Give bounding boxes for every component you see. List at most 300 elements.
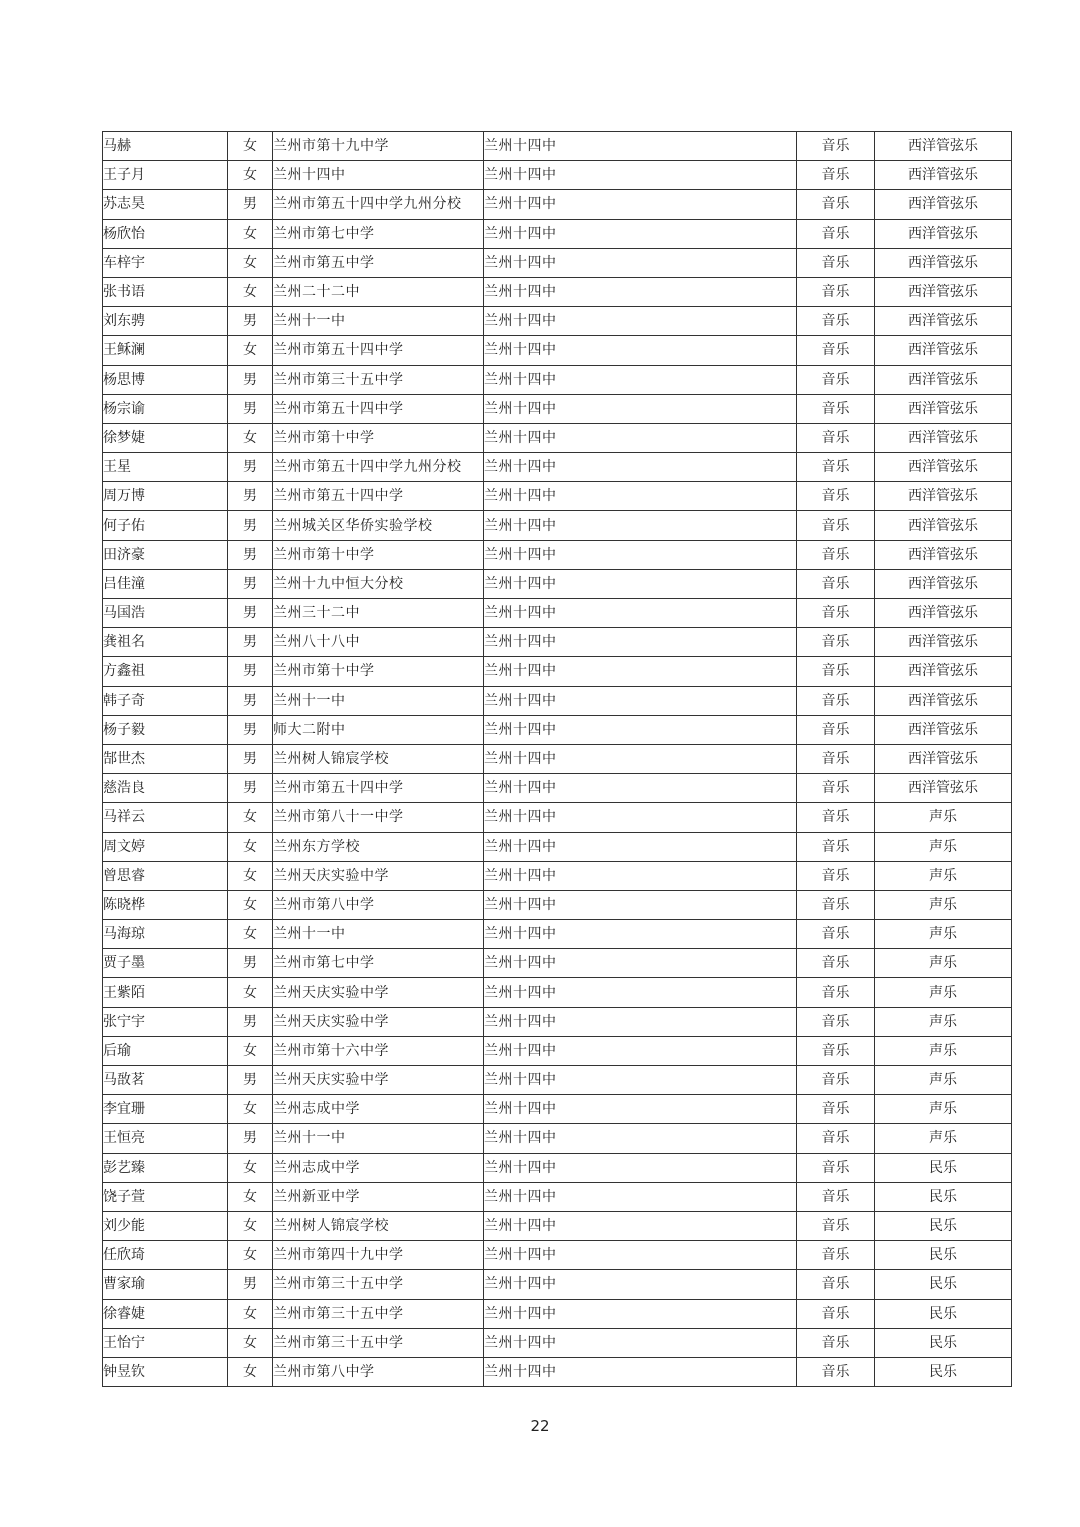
subject-cell: 音乐	[797, 890, 875, 919]
admitted-school-cell: 兰州十四中	[484, 978, 797, 1007]
student-name-cell: 龚祖名	[103, 628, 228, 657]
gender-cell: 男	[228, 394, 273, 423]
major-cell: 西洋管弦乐	[875, 248, 1012, 277]
subject-cell: 音乐	[797, 569, 875, 598]
major-cell: 西洋管弦乐	[875, 307, 1012, 336]
subject-cell: 音乐	[797, 277, 875, 306]
major-cell: 西洋管弦乐	[875, 365, 1012, 394]
major-cell: 西洋管弦乐	[875, 628, 1012, 657]
student-table	[102, 131, 1012, 1387]
origin-school-cell: 兰州市第十中学	[273, 657, 484, 686]
student-name-cell: 马海琼	[103, 920, 228, 949]
table-row	[103, 1299, 1012, 1328]
student-name-cell: 车梓宇	[103, 248, 228, 277]
major-cell: 西洋管弦乐	[875, 219, 1012, 248]
gender-cell: 女	[228, 1211, 273, 1240]
major-cell: 西洋管弦乐	[875, 511, 1012, 540]
major-cell: 西洋管弦乐	[875, 161, 1012, 190]
origin-school-cell: 兰州树人锦宸学校	[273, 1211, 484, 1240]
table-row	[103, 307, 1012, 336]
admitted-school-cell: 兰州十四中	[484, 832, 797, 861]
origin-school-cell: 兰州市第三十五中学	[273, 365, 484, 394]
admitted-school-cell: 兰州十四中	[484, 744, 797, 773]
major-cell: 西洋管弦乐	[875, 132, 1012, 161]
table-row	[103, 803, 1012, 832]
origin-school-cell: 兰州十一中	[273, 920, 484, 949]
subject-cell: 音乐	[797, 1036, 875, 1065]
gender-cell: 女	[228, 423, 273, 452]
subject-cell: 音乐	[797, 715, 875, 744]
student-name-cell: 王紫陌	[103, 978, 228, 1007]
origin-school-cell: 兰州树人锦宸学校	[273, 744, 484, 773]
table-row	[103, 248, 1012, 277]
origin-school-cell: 兰州市第十九中学	[273, 132, 484, 161]
student-name-cell: 马赫	[103, 132, 228, 161]
origin-school-cell: 兰州二十二中	[273, 277, 484, 306]
gender-cell: 男	[228, 190, 273, 219]
origin-school-cell: 兰州市第五十四中学	[273, 394, 484, 423]
table-row	[103, 715, 1012, 744]
major-cell: 声乐	[875, 890, 1012, 919]
major-cell: 声乐	[875, 1066, 1012, 1095]
gender-cell: 女	[228, 336, 273, 365]
student-name-cell: 杨宗谕	[103, 394, 228, 423]
table-row	[103, 861, 1012, 890]
table-row	[103, 774, 1012, 803]
student-name-cell: 苏志昊	[103, 190, 228, 219]
table-row	[103, 1036, 1012, 1065]
admitted-school-cell: 兰州十四中	[484, 1299, 797, 1328]
major-cell: 民乐	[875, 1211, 1012, 1240]
student-name-cell: 徐睿婕	[103, 1299, 228, 1328]
major-cell: 西洋管弦乐	[875, 599, 1012, 628]
admitted-school-cell: 兰州十四中	[484, 161, 797, 190]
table-row	[103, 132, 1012, 161]
origin-school-cell: 兰州市第五十四中学	[273, 774, 484, 803]
gender-cell: 女	[228, 161, 273, 190]
major-cell: 声乐	[875, 978, 1012, 1007]
admitted-school-cell: 兰州十四中	[484, 599, 797, 628]
gender-cell: 男	[228, 1124, 273, 1153]
major-cell: 声乐	[875, 1007, 1012, 1036]
table-row	[103, 1066, 1012, 1095]
gender-cell: 女	[228, 920, 273, 949]
major-cell: 西洋管弦乐	[875, 190, 1012, 219]
subject-cell: 音乐	[797, 1328, 875, 1357]
subject-cell: 音乐	[797, 978, 875, 1007]
admitted-school-cell: 兰州十四中	[484, 540, 797, 569]
student-name-cell: 王子月	[103, 161, 228, 190]
admitted-school-cell: 兰州十四中	[484, 1153, 797, 1182]
gender-cell: 男	[228, 569, 273, 598]
gender-cell: 女	[228, 832, 273, 861]
admitted-school-cell: 兰州十四中	[484, 1036, 797, 1065]
origin-school-cell: 兰州市第五十四中学九州分校	[273, 190, 484, 219]
table-row	[103, 482, 1012, 511]
admitted-school-cell: 兰州十四中	[484, 1182, 797, 1211]
student-name-cell: 彭艺臻	[103, 1153, 228, 1182]
table-row	[103, 1241, 1012, 1270]
major-cell: 声乐	[875, 1095, 1012, 1124]
student-name-cell: 贾子墨	[103, 949, 228, 978]
origin-school-cell: 兰州市第七中学	[273, 219, 484, 248]
student-name-cell: 刘东骋	[103, 307, 228, 336]
subject-cell: 音乐	[797, 1241, 875, 1270]
major-cell: 西洋管弦乐	[875, 540, 1012, 569]
student-name-cell: 钟昱钦	[103, 1357, 228, 1386]
admitted-school-cell: 兰州十四中	[484, 219, 797, 248]
table-row	[103, 744, 1012, 773]
origin-school-cell: 兰州东方学校	[273, 832, 484, 861]
subject-cell: 音乐	[797, 599, 875, 628]
table-body	[103, 132, 1012, 1387]
admitted-school-cell: 兰州十四中	[484, 890, 797, 919]
gender-cell: 男	[228, 453, 273, 482]
student-name-cell: 刘少能	[103, 1211, 228, 1240]
major-cell: 民乐	[875, 1299, 1012, 1328]
student-name-cell: 马祥云	[103, 803, 228, 832]
table-row	[103, 569, 1012, 598]
page-number: 22	[530, 1417, 550, 1435]
subject-cell: 音乐	[797, 423, 875, 452]
gender-cell: 男	[228, 365, 273, 394]
gender-cell: 女	[228, 978, 273, 1007]
gender-cell: 女	[228, 803, 273, 832]
gender-cell: 女	[228, 1357, 273, 1386]
subject-cell: 音乐	[797, 307, 875, 336]
admitted-school-cell: 兰州十四中	[484, 949, 797, 978]
student-name-cell: 郜世杰	[103, 744, 228, 773]
origin-school-cell: 兰州城关区华侨实验学校	[273, 511, 484, 540]
subject-cell: 音乐	[797, 1211, 875, 1240]
table-row	[103, 1182, 1012, 1211]
table-row	[103, 511, 1012, 540]
gender-cell: 女	[228, 1036, 273, 1065]
admitted-school-cell: 兰州十四中	[484, 423, 797, 452]
major-cell: 西洋管弦乐	[875, 686, 1012, 715]
subject-cell: 音乐	[797, 1299, 875, 1328]
major-cell: 西洋管弦乐	[875, 657, 1012, 686]
admitted-school-cell: 兰州十四中	[484, 336, 797, 365]
table-row	[103, 423, 1012, 452]
origin-school-cell: 兰州十四中	[273, 161, 484, 190]
subject-cell: 音乐	[797, 248, 875, 277]
origin-school-cell: 兰州市第五十四中学九州分校	[273, 453, 484, 482]
gender-cell: 男	[228, 482, 273, 511]
student-name-cell: 吕佳潼	[103, 569, 228, 598]
gender-cell: 男	[228, 1007, 273, 1036]
admitted-school-cell: 兰州十四中	[484, 774, 797, 803]
admitted-school-cell: 兰州十四中	[484, 569, 797, 598]
student-name-cell: 田济豪	[103, 540, 228, 569]
major-cell: 民乐	[875, 1153, 1012, 1182]
subject-cell: 音乐	[797, 1066, 875, 1095]
origin-school-cell: 兰州市第十中学	[273, 423, 484, 452]
major-cell: 西洋管弦乐	[875, 482, 1012, 511]
major-cell: 西洋管弦乐	[875, 569, 1012, 598]
subject-cell: 音乐	[797, 132, 875, 161]
admitted-school-cell: 兰州十四中	[484, 307, 797, 336]
student-name-cell: 杨子毅	[103, 715, 228, 744]
origin-school-cell: 兰州新亚中学	[273, 1182, 484, 1211]
table-row	[103, 1270, 1012, 1299]
admitted-school-cell: 兰州十四中	[484, 132, 797, 161]
gender-cell: 男	[228, 599, 273, 628]
student-name-cell: 王星	[103, 453, 228, 482]
table-row	[103, 628, 1012, 657]
major-cell: 西洋管弦乐	[875, 453, 1012, 482]
admitted-school-cell: 兰州十四中	[484, 1124, 797, 1153]
admitted-school-cell: 兰州十四中	[484, 1241, 797, 1270]
gender-cell: 男	[228, 744, 273, 773]
admitted-school-cell: 兰州十四中	[484, 365, 797, 394]
origin-school-cell: 兰州市第四十九中学	[273, 1241, 484, 1270]
origin-school-cell: 兰州市第十六中学	[273, 1036, 484, 1065]
student-name-cell: 徐梦婕	[103, 423, 228, 452]
subject-cell: 音乐	[797, 365, 875, 394]
subject-cell: 音乐	[797, 1270, 875, 1299]
student-name-cell: 张书语	[103, 277, 228, 306]
table-row	[103, 832, 1012, 861]
gender-cell: 女	[228, 1241, 273, 1270]
major-cell: 西洋管弦乐	[875, 277, 1012, 306]
student-name-cell: 方鑫祖	[103, 657, 228, 686]
subject-cell: 音乐	[797, 394, 875, 423]
admitted-school-cell: 兰州十四中	[484, 1007, 797, 1036]
subject-cell: 音乐	[797, 511, 875, 540]
origin-school-cell: 兰州市第八十一中学	[273, 803, 484, 832]
subject-cell: 音乐	[797, 657, 875, 686]
gender-cell: 女	[228, 1153, 273, 1182]
table-row	[103, 453, 1012, 482]
table-row	[103, 686, 1012, 715]
admitted-school-cell: 兰州十四中	[484, 453, 797, 482]
major-cell: 民乐	[875, 1357, 1012, 1386]
student-name-cell: 王怡宁	[103, 1328, 228, 1357]
gender-cell: 女	[228, 861, 273, 890]
origin-school-cell: 兰州天庆实验中学	[273, 978, 484, 1007]
origin-school-cell: 兰州市第十中学	[273, 540, 484, 569]
subject-cell: 音乐	[797, 1357, 875, 1386]
major-cell: 西洋管弦乐	[875, 336, 1012, 365]
subject-cell: 音乐	[797, 628, 875, 657]
admitted-school-cell: 兰州十四中	[484, 1095, 797, 1124]
gender-cell: 女	[228, 277, 273, 306]
admitted-school-cell: 兰州十四中	[484, 1328, 797, 1357]
table-row	[103, 540, 1012, 569]
gender-cell: 女	[228, 248, 273, 277]
table-row	[103, 1153, 1012, 1182]
gender-cell: 男	[228, 949, 273, 978]
admitted-school-cell: 兰州十四中	[484, 482, 797, 511]
major-cell: 民乐	[875, 1182, 1012, 1211]
major-cell: 声乐	[875, 920, 1012, 949]
major-cell: 声乐	[875, 949, 1012, 978]
subject-cell: 音乐	[797, 219, 875, 248]
major-cell: 西洋管弦乐	[875, 394, 1012, 423]
student-name-cell: 王稣澜	[103, 336, 228, 365]
admitted-school-cell: 兰州十四中	[484, 686, 797, 715]
gender-cell: 男	[228, 628, 273, 657]
gender-cell: 女	[228, 1328, 273, 1357]
student-name-cell: 杨欣怡	[103, 219, 228, 248]
subject-cell: 音乐	[797, 1124, 875, 1153]
gender-cell: 男	[228, 715, 273, 744]
subject-cell: 音乐	[797, 453, 875, 482]
subject-cell: 音乐	[797, 803, 875, 832]
admitted-school-cell: 兰州十四中	[484, 1357, 797, 1386]
table-row	[103, 599, 1012, 628]
origin-school-cell: 兰州市第三十五中学	[273, 1270, 484, 1299]
subject-cell: 音乐	[797, 1182, 875, 1211]
major-cell: 西洋管弦乐	[875, 774, 1012, 803]
origin-school-cell: 兰州十一中	[273, 307, 484, 336]
gender-cell: 男	[228, 511, 273, 540]
origin-school-cell: 兰州市第五十四中学	[273, 336, 484, 365]
subject-cell: 音乐	[797, 774, 875, 803]
table-row	[103, 890, 1012, 919]
table-row	[103, 920, 1012, 949]
major-cell: 声乐	[875, 1036, 1012, 1065]
subject-cell: 音乐	[797, 861, 875, 890]
student-name-cell: 张宁宇	[103, 1007, 228, 1036]
gender-cell: 女	[228, 1095, 273, 1124]
subject-cell: 音乐	[797, 161, 875, 190]
major-cell: 民乐	[875, 1241, 1012, 1270]
origin-school-cell: 兰州天庆实验中学	[273, 1007, 484, 1036]
admitted-school-cell: 兰州十四中	[484, 1211, 797, 1240]
origin-school-cell: 兰州市第八中学	[273, 890, 484, 919]
table-row	[103, 1095, 1012, 1124]
major-cell: 声乐	[875, 803, 1012, 832]
student-name-cell: 马国浩	[103, 599, 228, 628]
student-name-cell: 周文婷	[103, 832, 228, 861]
origin-school-cell: 兰州市第五中学	[273, 248, 484, 277]
student-name-cell: 曹家瑜	[103, 1270, 228, 1299]
gender-cell: 男	[228, 540, 273, 569]
major-cell: 声乐	[875, 832, 1012, 861]
origin-school-cell: 兰州志成中学	[273, 1095, 484, 1124]
student-name-cell: 杨思博	[103, 365, 228, 394]
major-cell: 西洋管弦乐	[875, 715, 1012, 744]
admitted-school-cell: 兰州十四中	[484, 277, 797, 306]
subject-cell: 音乐	[797, 744, 875, 773]
table-row	[103, 978, 1012, 1007]
admitted-school-cell: 兰州十四中	[484, 861, 797, 890]
student-name-cell: 后瑜	[103, 1036, 228, 1065]
student-name-cell: 韩子奇	[103, 686, 228, 715]
table-row	[103, 949, 1012, 978]
origin-school-cell: 兰州志成中学	[273, 1153, 484, 1182]
subject-cell: 音乐	[797, 832, 875, 861]
subject-cell: 音乐	[797, 1095, 875, 1124]
origin-school-cell: 兰州天庆实验中学	[273, 1066, 484, 1095]
admitted-school-cell: 兰州十四中	[484, 394, 797, 423]
origin-school-cell: 兰州八十八中	[273, 628, 484, 657]
student-name-cell: 周万博	[103, 482, 228, 511]
admitted-school-cell: 兰州十四中	[484, 1270, 797, 1299]
subject-cell: 音乐	[797, 1153, 875, 1182]
gender-cell: 女	[228, 132, 273, 161]
admitted-school-cell: 兰州十四中	[484, 1066, 797, 1095]
subject-cell: 音乐	[797, 686, 875, 715]
subject-cell: 音乐	[797, 540, 875, 569]
subject-cell: 音乐	[797, 482, 875, 511]
gender-cell: 女	[228, 1182, 273, 1211]
admitted-school-cell: 兰州十四中	[484, 657, 797, 686]
admitted-school-cell: 兰州十四中	[484, 628, 797, 657]
origin-school-cell: 兰州天庆实验中学	[273, 861, 484, 890]
origin-school-cell: 兰州市第八中学	[273, 1357, 484, 1386]
origin-school-cell: 兰州市第三十五中学	[273, 1328, 484, 1357]
table-row	[103, 1211, 1012, 1240]
table-row	[103, 657, 1012, 686]
table-row	[103, 1328, 1012, 1357]
admitted-school-cell: 兰州十四中	[484, 248, 797, 277]
table-row	[103, 219, 1012, 248]
subject-cell: 音乐	[797, 1007, 875, 1036]
subject-cell: 音乐	[797, 336, 875, 365]
table-row	[103, 1357, 1012, 1386]
table-row	[103, 394, 1012, 423]
origin-school-cell: 兰州十九中恒大分校	[273, 569, 484, 598]
subject-cell: 音乐	[797, 949, 875, 978]
admitted-school-cell: 兰州十四中	[484, 920, 797, 949]
gender-cell: 女	[228, 890, 273, 919]
gender-cell: 女	[228, 219, 273, 248]
student-name-cell: 何子佑	[103, 511, 228, 540]
subject-cell: 音乐	[797, 190, 875, 219]
major-cell: 声乐	[875, 1124, 1012, 1153]
admitted-school-cell: 兰州十四中	[484, 190, 797, 219]
table-row	[103, 161, 1012, 190]
gender-cell: 男	[228, 307, 273, 336]
student-name-cell: 陈晓桦	[103, 890, 228, 919]
table-row	[103, 1124, 1012, 1153]
gender-cell: 男	[228, 657, 273, 686]
origin-school-cell: 兰州市第三十五中学	[273, 1299, 484, 1328]
origin-school-cell: 兰州市第五十四中学	[273, 482, 484, 511]
student-name-cell: 饶子萱	[103, 1182, 228, 1211]
subject-cell: 音乐	[797, 920, 875, 949]
origin-school-cell: 兰州十一中	[273, 1124, 484, 1153]
major-cell: 民乐	[875, 1328, 1012, 1357]
gender-cell: 男	[228, 1270, 273, 1299]
gender-cell: 女	[228, 1299, 273, 1328]
admitted-school-cell: 兰州十四中	[484, 803, 797, 832]
student-name-cell: 曾思睿	[103, 861, 228, 890]
student-name-cell: 王恒亮	[103, 1124, 228, 1153]
student-name-cell: 马敔茗	[103, 1066, 228, 1095]
major-cell: 声乐	[875, 861, 1012, 890]
table-row	[103, 190, 1012, 219]
major-cell: 西洋管弦乐	[875, 744, 1012, 773]
gender-cell: 男	[228, 686, 273, 715]
student-name-cell: 李宜珊	[103, 1095, 228, 1124]
student-name-cell: 任欣琦	[103, 1241, 228, 1270]
origin-school-cell: 师大二附中	[273, 715, 484, 744]
major-cell: 民乐	[875, 1270, 1012, 1299]
origin-school-cell: 兰州十一中	[273, 686, 484, 715]
admitted-school-cell: 兰州十四中	[484, 715, 797, 744]
origin-school-cell: 兰州市第七中学	[273, 949, 484, 978]
table-row	[103, 365, 1012, 394]
table-row	[103, 1007, 1012, 1036]
table-row	[103, 336, 1012, 365]
table-row	[103, 277, 1012, 306]
gender-cell: 男	[228, 774, 273, 803]
admitted-school-cell: 兰州十四中	[484, 511, 797, 540]
